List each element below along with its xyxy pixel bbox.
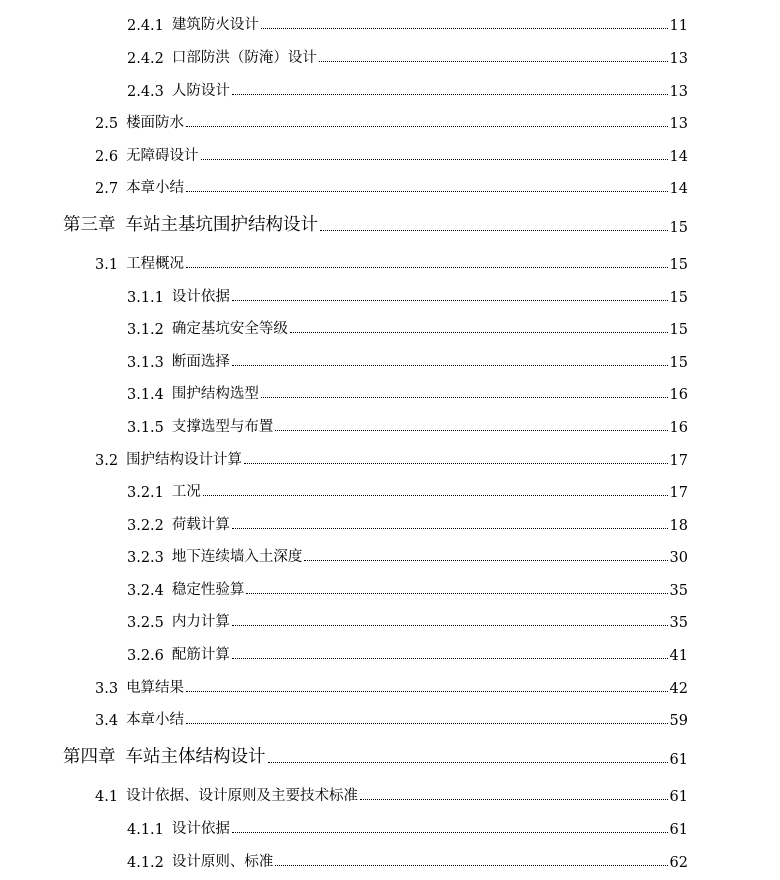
toc-entry[interactable]: [95, 783, 688, 805]
toc-entry[interactable]: [63, 210, 688, 236]
toc-entry[interactable]: [127, 479, 688, 501]
dot-leader: [261, 397, 668, 398]
toc-entry-number: 3.1.1: [127, 290, 164, 306]
toc-entry[interactable]: [95, 675, 688, 697]
toc-entry-page: 59: [669, 713, 688, 729]
toc-entry[interactable]: [127, 849, 688, 871]
toc-entry[interactable]: [127, 78, 688, 100]
toc-entry-number: 2.4.1: [127, 18, 164, 34]
toc-entry[interactable]: [95, 251, 688, 273]
toc-entry[interactable]: [127, 544, 688, 566]
toc-entry-title: 围护结构设计计算: [126, 452, 243, 468]
toc-entry-page: 35: [669, 615, 688, 631]
toc-entry-title: 荷载计算: [171, 517, 230, 533]
toc-entry-page: 61: [669, 752, 688, 768]
toc-entry[interactable]: [127, 316, 688, 338]
toc-entry-page: 16: [669, 420, 688, 436]
toc-entry-page: 14: [669, 149, 688, 165]
toc-entry-number: 4.1.1: [127, 822, 164, 838]
toc-entry-title: 建筑防火设计: [171, 17, 259, 33]
toc-entry-number: 3.2.1: [127, 485, 164, 501]
toc-entry-title: 设计依据、设计原则及主要技术标准: [126, 788, 359, 804]
toc-entry-number: 2.5: [95, 116, 119, 132]
toc-entry-number: 2.6: [95, 149, 119, 165]
toc-entry-page: 13: [669, 51, 688, 67]
toc-entry-page: 15: [669, 322, 688, 338]
toc-entry-page: 13: [669, 116, 688, 132]
toc-entry[interactable]: [127, 381, 688, 403]
toc-entry-number: 3.4: [95, 713, 119, 729]
toc-entry-page: 17: [669, 485, 688, 501]
dot-leader: [186, 191, 667, 192]
toc-entry-title: 围护结构选型: [171, 386, 259, 402]
toc-entry[interactable]: [95, 707, 688, 729]
toc-entry[interactable]: [127, 642, 688, 664]
dot-leader: [232, 832, 668, 833]
toc-entry-title: 电算结果: [126, 680, 185, 696]
toc-entry[interactable]: [127, 12, 688, 34]
toc-entry-number: 2.4.2: [127, 51, 164, 67]
toc-entry[interactable]: [95, 143, 688, 165]
toc-entry-number: 3.1: [95, 257, 119, 273]
dot-leader: [275, 865, 667, 866]
toc-entry-number: 3.2.5: [127, 615, 164, 631]
toc-entry-page: 61: [669, 789, 688, 805]
toc-entry-title: 楼面防水: [126, 115, 185, 131]
dot-leader: [304, 560, 667, 561]
toc-entry-number: 第四章: [63, 747, 116, 767]
toc-entry[interactable]: [127, 816, 688, 838]
toc-entry[interactable]: [95, 175, 688, 197]
dot-leader: [275, 430, 667, 431]
toc-entry[interactable]: [127, 512, 688, 534]
toc-entry-number: 3.2.2: [127, 518, 164, 534]
toc-entry-number: 3.1.4: [127, 387, 164, 403]
dot-leader: [201, 159, 668, 160]
toc-entry[interactable]: [127, 414, 688, 436]
toc-entry-title: 地下连续墙入土深度: [171, 549, 303, 565]
toc-entry-title: 设计依据: [171, 821, 230, 837]
dot-leader: [261, 28, 668, 29]
dot-leader: [232, 625, 668, 626]
toc-entry-number: 3.3: [95, 681, 119, 697]
toc-entry-number: 4.1.2: [127, 855, 164, 871]
toc-entry[interactable]: [127, 577, 688, 599]
toc-entry-number: 3.1.2: [127, 322, 164, 338]
dot-leader: [244, 463, 667, 464]
toc-entry-title: 无障碍设计: [126, 148, 199, 164]
toc-entry-title: 车站主体结构设计: [125, 747, 266, 767]
dot-leader: [360, 799, 667, 800]
toc-entry-page: 18: [669, 518, 688, 534]
toc-entry[interactable]: [95, 110, 688, 132]
toc-entry-page: 61: [669, 822, 688, 838]
toc-entry-page: 42: [669, 681, 688, 697]
toc-entry-number: 第三章: [63, 215, 116, 235]
toc-entry-title: 断面选择: [171, 354, 230, 370]
toc-entry-title: 车站主基坑围护结构设计: [125, 215, 318, 235]
toc-entry-title: 设计原则、标准: [171, 854, 274, 870]
toc-entry-number: 4.1: [95, 789, 119, 805]
toc-entry[interactable]: [127, 45, 688, 67]
dot-leader: [186, 691, 667, 692]
toc-entry-title: 人防设计: [171, 83, 230, 99]
dot-leader: [290, 332, 668, 333]
toc-entry-title: 配筋计算: [171, 647, 230, 663]
dot-leader: [268, 762, 668, 763]
toc-entry-page: 13: [669, 84, 688, 100]
toc-entry[interactable]: [95, 447, 688, 469]
toc-entry-page: 15: [669, 220, 688, 236]
toc-entry-number: 3.2: [95, 453, 119, 469]
toc-entry-page: 14: [669, 181, 688, 197]
toc-entry-number: 3.2.6: [127, 648, 164, 664]
dot-leader: [232, 658, 668, 659]
toc-entry-page: 15: [669, 355, 688, 371]
toc-entry-title: 口部防洪（防淹）设计: [171, 50, 317, 66]
toc-entry-page: 35: [669, 583, 688, 599]
toc-entry-number: 3.1.5: [127, 420, 164, 436]
toc-entry[interactable]: [127, 349, 688, 371]
toc-entry[interactable]: [127, 609, 688, 631]
toc-entry-page: 11: [669, 18, 688, 34]
toc-entry-title: 确定基坑安全等级: [171, 321, 288, 337]
dot-leader: [246, 593, 667, 594]
dot-leader: [203, 495, 668, 496]
toc-entry-title: 设计依据: [171, 289, 230, 305]
toc-entry-number: 2.7: [95, 181, 119, 197]
toc-entry[interactable]: [127, 284, 688, 306]
toc-entry-number: 3.1.3: [127, 355, 164, 371]
toc-entry-title: 稳定性验算: [171, 582, 245, 598]
toc-entry-title: 工程概况: [126, 256, 185, 272]
dot-leader: [186, 723, 667, 724]
toc-entry-title: 本章小结: [126, 180, 185, 196]
toc-entry-number: 2.4.3: [127, 84, 164, 100]
toc-entry-page: 15: [669, 290, 688, 306]
dot-leader: [320, 230, 668, 231]
toc-entry-title: 本章小结: [126, 712, 185, 728]
dot-leader: [232, 365, 668, 366]
toc-entry-title: 支撑选型与布置: [171, 419, 274, 435]
dot-leader: [232, 528, 668, 529]
toc-entry[interactable]: [63, 742, 688, 768]
toc-entry-page: 17: [669, 453, 688, 469]
toc-entry-page: 41: [669, 648, 688, 664]
toc-entry-page: 16: [669, 387, 688, 403]
dot-leader: [186, 267, 667, 268]
toc-entry-title: 内力计算: [171, 614, 230, 630]
toc-entry-number: 3.2.3: [127, 550, 164, 566]
toc-entry-page: 30: [669, 550, 688, 566]
toc-entry-page: 15: [669, 257, 688, 273]
dot-leader: [186, 126, 667, 127]
toc-entry-page: 62: [669, 855, 688, 871]
dot-leader: [232, 300, 668, 301]
toc-entry-number: 3.2.4: [127, 583, 164, 599]
dot-leader: [319, 61, 668, 62]
toc-entry-title: 工况: [171, 484, 201, 500]
dot-leader: [232, 94, 668, 95]
